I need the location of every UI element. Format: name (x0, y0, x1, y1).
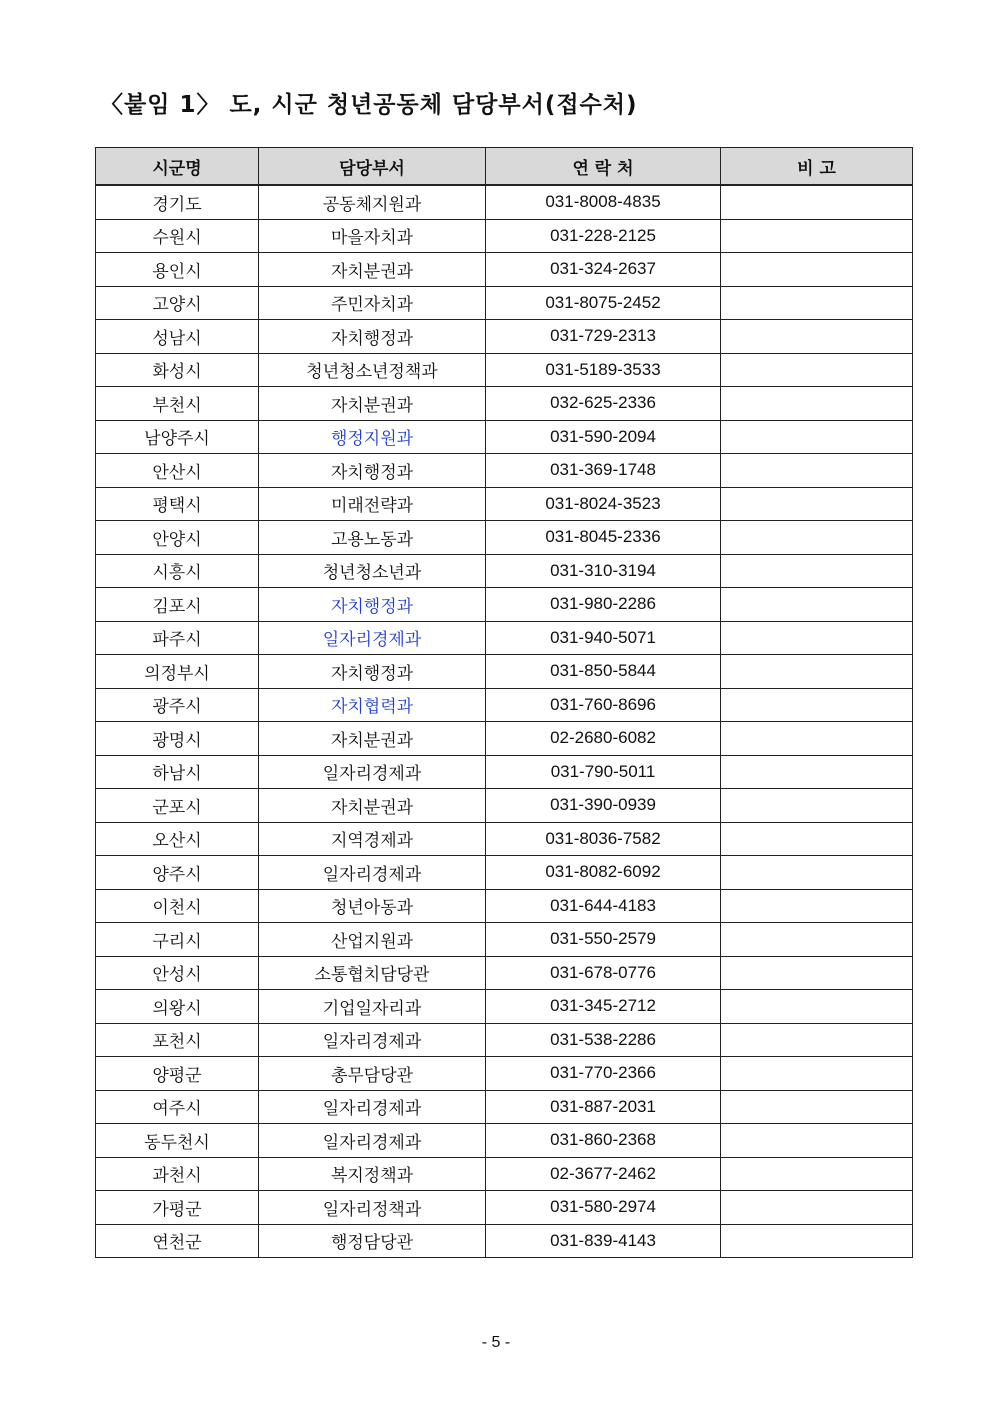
city-cell: 광명시 (96, 722, 259, 756)
note-cell (721, 688, 913, 722)
department-cell: 행정지원과 (259, 420, 486, 454)
phone-cell: 031-369-1748 (486, 454, 721, 488)
table-row (96, 353, 913, 387)
contacts-table (95, 147, 913, 1258)
phone-cell: 031-940-5071 (486, 621, 721, 655)
department-cell: 공동체지원과 (259, 185, 486, 219)
city-cell: 군포시 (96, 789, 259, 823)
phone-cell: 031-550-2579 (486, 923, 721, 957)
department-cell: 청년아동과 (259, 889, 486, 923)
table-row (96, 688, 913, 722)
header-department: 담당부서 (259, 148, 486, 186)
phone-cell: 031-590-2094 (486, 420, 721, 454)
table-row (96, 588, 913, 622)
phone-cell: 02-3677-2462 (486, 1157, 721, 1191)
phone-cell: 031-8075-2452 (486, 286, 721, 320)
department-cell: 자치행정과 (259, 454, 486, 488)
city-cell: 고양시 (96, 286, 259, 320)
note-cell (721, 219, 913, 253)
department-cell: 자치행정과 (259, 320, 486, 354)
department-cell: 자치분권과 (259, 722, 486, 756)
table-row (96, 387, 913, 421)
city-cell: 여주시 (96, 1090, 259, 1124)
table-row (96, 1191, 913, 1225)
note-cell (721, 185, 913, 219)
city-cell: 평택시 (96, 487, 259, 521)
city-cell: 안성시 (96, 956, 259, 990)
department-cell: 일자리경제과 (259, 1023, 486, 1057)
note-cell (721, 923, 913, 957)
department-cell: 자치분권과 (259, 253, 486, 287)
city-cell: 안양시 (96, 521, 259, 555)
city-cell: 파주시 (96, 621, 259, 655)
city-cell: 수원시 (96, 219, 259, 253)
note-cell (721, 420, 913, 454)
table-row (96, 554, 913, 588)
city-cell: 안산시 (96, 454, 259, 488)
note-cell (721, 1157, 913, 1191)
table-row (96, 956, 913, 990)
note-cell (721, 1191, 913, 1225)
note-cell (721, 621, 913, 655)
note-cell (721, 722, 913, 756)
table-row (96, 822, 913, 856)
phone-cell: 031-729-2313 (486, 320, 721, 354)
phone-cell: 031-580-2974 (486, 1191, 721, 1225)
city-cell: 의왕시 (96, 990, 259, 1024)
phone-cell: 031-324-2637 (486, 253, 721, 287)
note-cell (721, 387, 913, 421)
city-cell: 경기도 (96, 185, 259, 219)
table-row (96, 219, 913, 253)
city-cell: 양평군 (96, 1057, 259, 1091)
note-cell (721, 353, 913, 387)
table-row (96, 923, 913, 957)
note-cell (721, 990, 913, 1024)
city-cell: 이천시 (96, 889, 259, 923)
department-cell: 산업지원과 (259, 923, 486, 957)
department-cell: 고용노동과 (259, 521, 486, 555)
header-city: 시군명 (96, 148, 259, 186)
table-row (96, 722, 913, 756)
table-row (96, 1124, 913, 1158)
phone-cell: 031-8045-2336 (486, 521, 721, 555)
city-cell: 하남시 (96, 755, 259, 789)
note-cell (721, 487, 913, 521)
phone-cell: 032-625-2336 (486, 387, 721, 421)
table-row (96, 889, 913, 923)
note-cell (721, 1023, 913, 1057)
department-cell: 일자리경제과 (259, 621, 486, 655)
table-row (96, 253, 913, 287)
header-contact: 연 락 처 (486, 148, 721, 186)
note-cell (721, 554, 913, 588)
city-cell: 부천시 (96, 387, 259, 421)
note-cell (721, 1090, 913, 1124)
phone-cell: 031-644-4183 (486, 889, 721, 923)
table-row (96, 521, 913, 555)
page-title: 〈붙임 1〉 도, 시군 청년공동체 담당부서(접수처) (100, 92, 638, 118)
phone-cell: 031-390-0939 (486, 789, 721, 823)
department-cell: 자치분권과 (259, 789, 486, 823)
table-header-row (96, 148, 913, 186)
table-row (96, 320, 913, 354)
note-cell (721, 320, 913, 354)
phone-cell: 02-2680-6082 (486, 722, 721, 756)
note-cell (721, 789, 913, 823)
phone-cell: 031-980-2286 (486, 588, 721, 622)
city-cell: 연천군 (96, 1224, 259, 1258)
phone-cell: 031-8036-7582 (486, 822, 721, 856)
city-cell: 광주시 (96, 688, 259, 722)
city-cell: 과천시 (96, 1157, 259, 1191)
department-cell: 일자리경제과 (259, 856, 486, 890)
city-cell: 양주시 (96, 856, 259, 890)
department-cell: 자치분권과 (259, 387, 486, 421)
department-cell: 마을자치과 (259, 219, 486, 253)
note-cell (721, 822, 913, 856)
city-cell: 용인시 (96, 253, 259, 287)
department-cell: 복지정책과 (259, 1157, 486, 1191)
city-cell: 의정부시 (96, 655, 259, 689)
table-row (96, 1090, 913, 1124)
phone-cell: 031-538-2286 (486, 1023, 721, 1057)
phone-cell: 031-678-0776 (486, 956, 721, 990)
department-cell: 행정담당관 (259, 1224, 486, 1258)
phone-cell: 031-850-5844 (486, 655, 721, 689)
note-cell (721, 253, 913, 287)
department-cell: 일자리정책과 (259, 1191, 486, 1225)
table-row (96, 1057, 913, 1091)
phone-cell: 031-228-2125 (486, 219, 721, 253)
phone-cell: 031-8008-4835 (486, 185, 721, 219)
city-cell: 동두천시 (96, 1124, 259, 1158)
phone-cell: 031-839-4143 (486, 1224, 721, 1258)
note-cell (721, 521, 913, 555)
department-cell: 일자리경제과 (259, 1124, 486, 1158)
department-cell: 청년청소년정책과 (259, 353, 486, 387)
table-row (96, 789, 913, 823)
department-cell: 주민자치과 (259, 286, 486, 320)
page-number: - 5 - (481, 1334, 511, 1351)
department-cell: 일자리경제과 (259, 755, 486, 789)
phone-cell: 031-345-2712 (486, 990, 721, 1024)
city-cell: 성남시 (96, 320, 259, 354)
note-cell (721, 755, 913, 789)
header-note: 비 고 (721, 148, 913, 186)
city-cell: 가평군 (96, 1191, 259, 1225)
phone-cell: 031-887-2031 (486, 1090, 721, 1124)
phone-cell: 031-8024-3523 (486, 487, 721, 521)
city-cell: 남양주시 (96, 420, 259, 454)
phone-cell: 031-8082-6092 (486, 856, 721, 890)
table-row (96, 1224, 913, 1258)
table-row (96, 755, 913, 789)
phone-cell: 031-770-2366 (486, 1057, 721, 1091)
city-cell: 시흥시 (96, 554, 259, 588)
note-cell (721, 889, 913, 923)
note-cell (721, 956, 913, 990)
note-cell (721, 856, 913, 890)
note-cell (721, 1224, 913, 1258)
table-row (96, 286, 913, 320)
city-cell: 포천시 (96, 1023, 259, 1057)
city-cell: 화성시 (96, 353, 259, 387)
note-cell (721, 286, 913, 320)
city-cell: 구리시 (96, 923, 259, 957)
phone-cell: 031-860-2368 (486, 1124, 721, 1158)
note-cell (721, 1124, 913, 1158)
table-row (96, 454, 913, 488)
department-cell: 미래전략과 (259, 487, 486, 521)
phone-cell: 031-790-5011 (486, 755, 721, 789)
table-row (96, 487, 913, 521)
department-cell: 일자리경제과 (259, 1090, 486, 1124)
department-cell: 청년청소년과 (259, 554, 486, 588)
department-cell: 소통협치담당관 (259, 956, 486, 990)
city-cell: 김포시 (96, 588, 259, 622)
table-row (96, 420, 913, 454)
table-row (96, 1023, 913, 1057)
table-row (96, 990, 913, 1024)
phone-cell: 031-310-3194 (486, 554, 721, 588)
phone-cell: 031-5189-3533 (486, 353, 721, 387)
phone-cell: 031-760-8696 (486, 688, 721, 722)
department-cell: 자치행정과 (259, 655, 486, 689)
note-cell (721, 1057, 913, 1091)
table-row (96, 1157, 913, 1191)
table-row (96, 185, 913, 219)
city-cell: 오산시 (96, 822, 259, 856)
note-cell (721, 454, 913, 488)
department-cell: 총무담당관 (259, 1057, 486, 1091)
department-cell: 자치행정과 (259, 588, 486, 622)
table-row (96, 655, 913, 689)
table-row (96, 856, 913, 890)
department-cell: 자치협력과 (259, 688, 486, 722)
department-cell: 지역경제과 (259, 822, 486, 856)
table-row (96, 621, 913, 655)
note-cell (721, 588, 913, 622)
department-cell: 기업일자리과 (259, 990, 486, 1024)
note-cell (721, 655, 913, 689)
